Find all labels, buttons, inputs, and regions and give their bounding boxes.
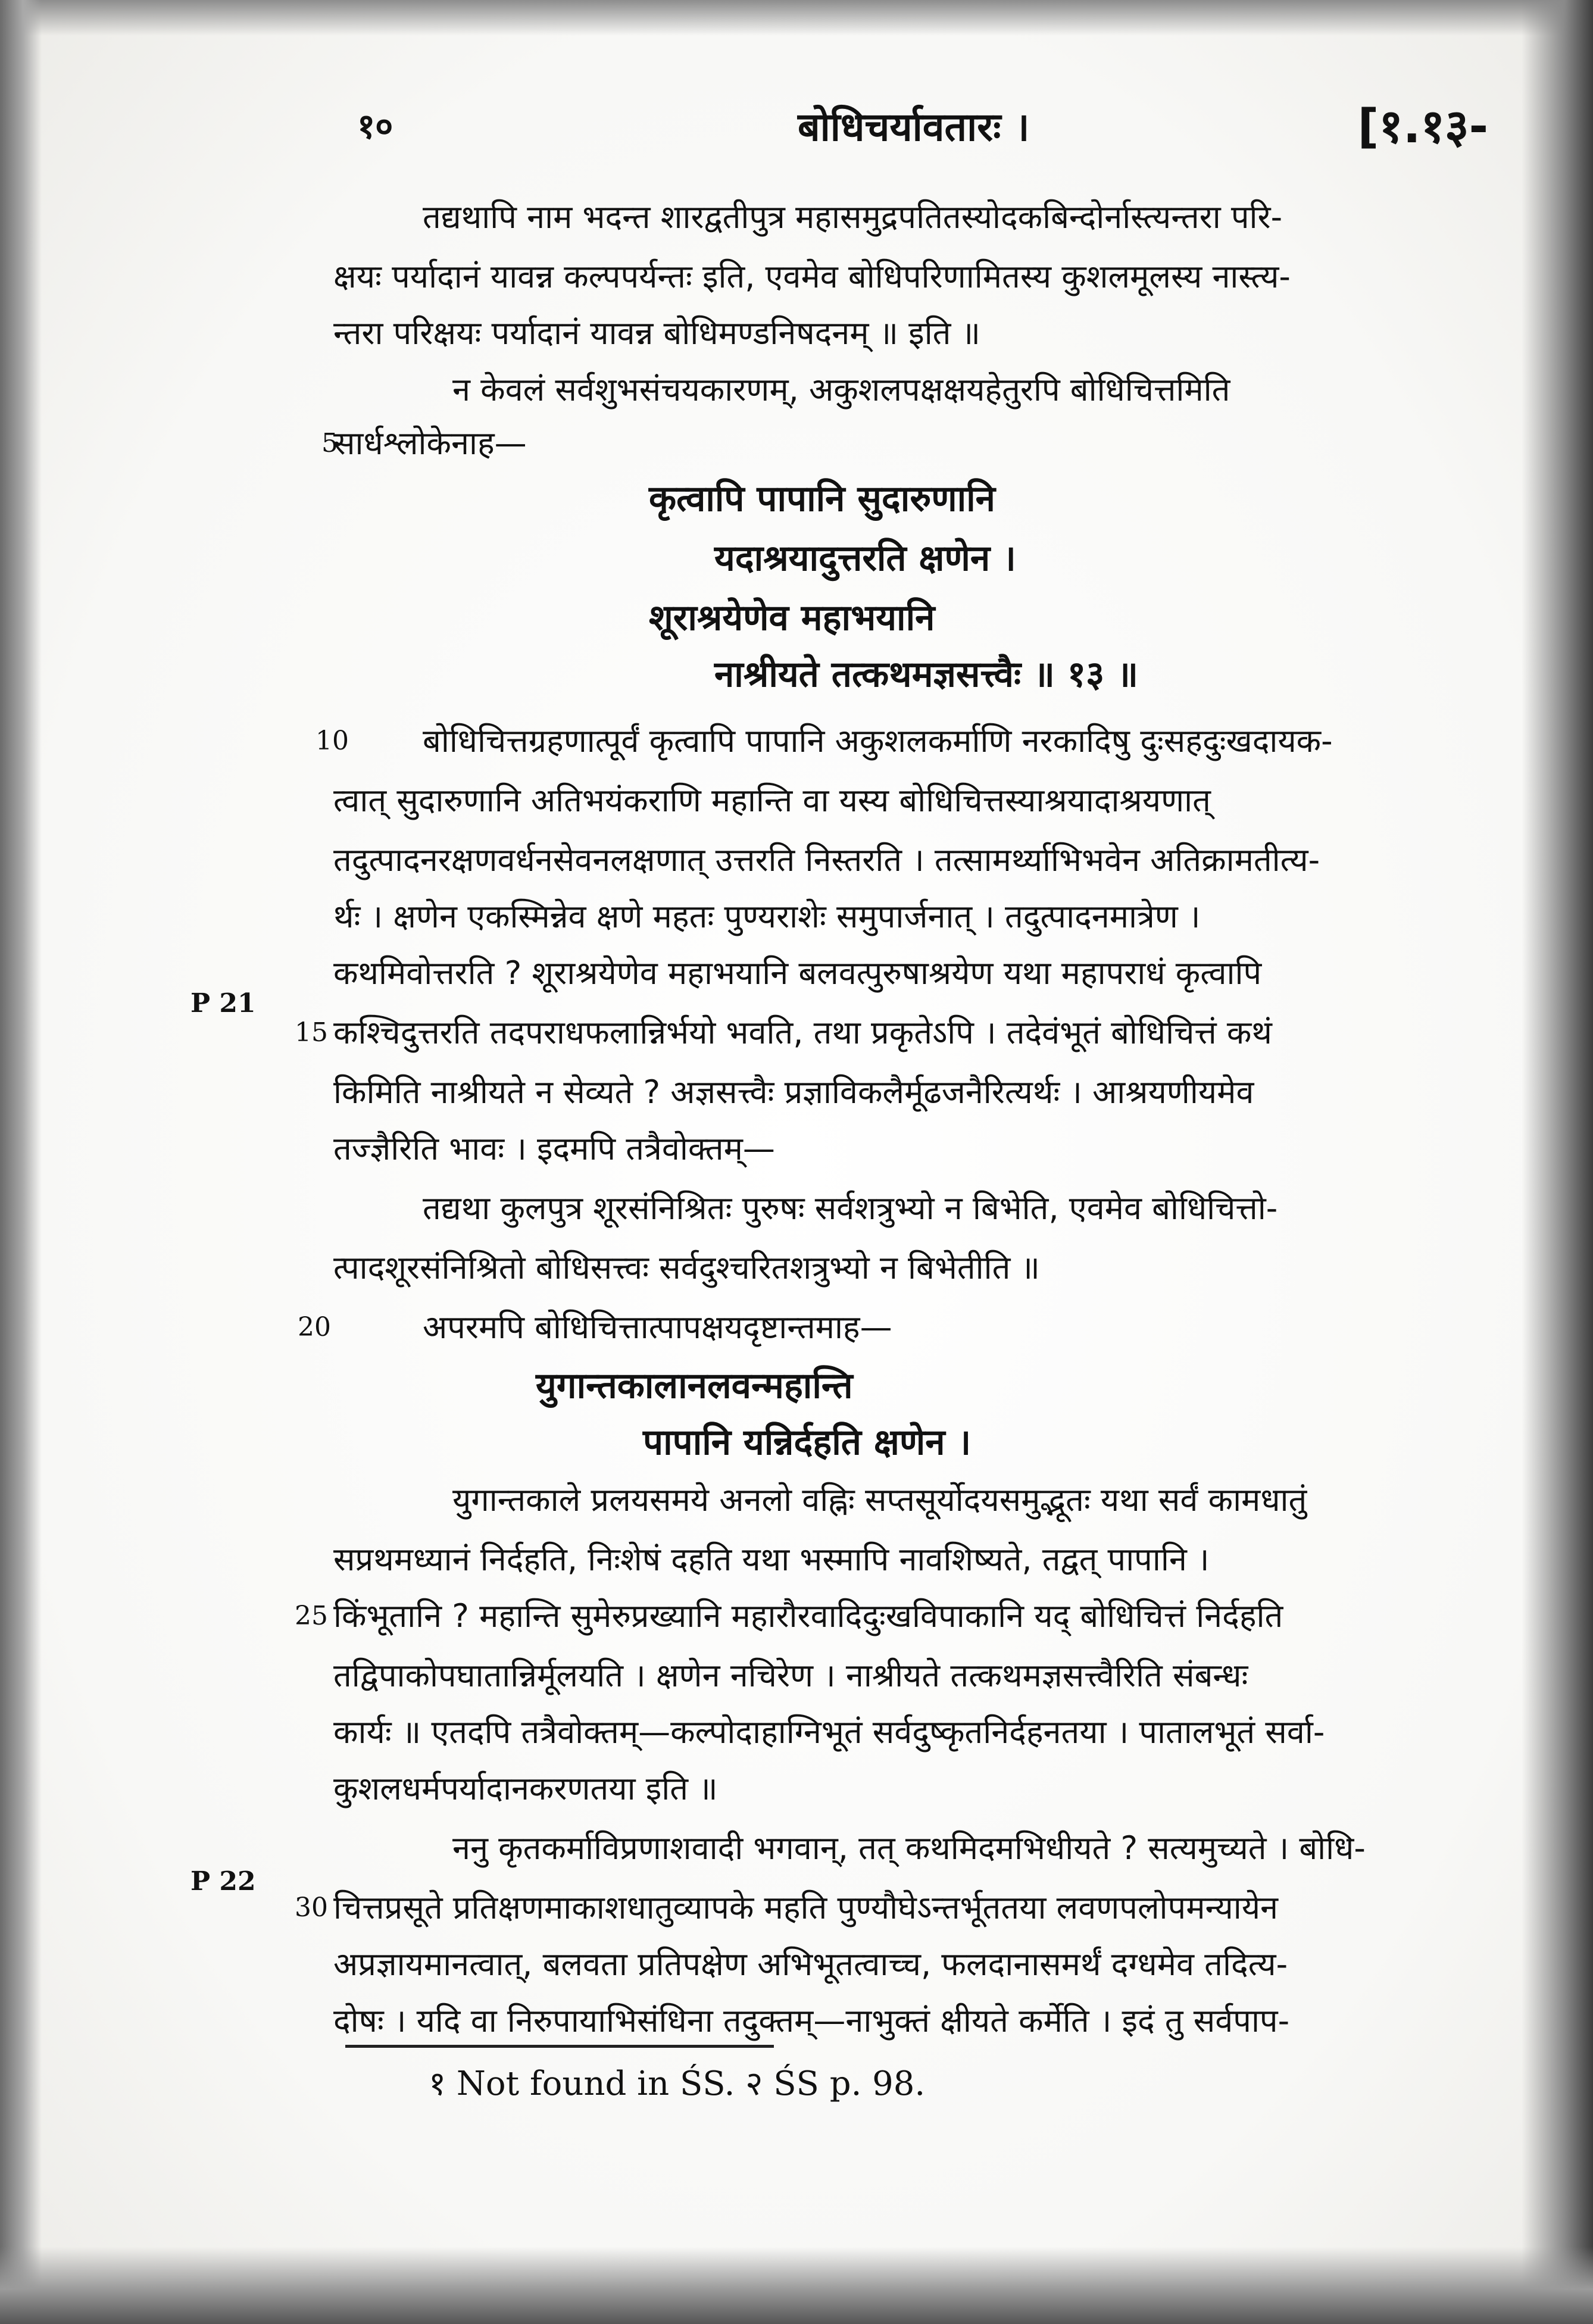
text-line-content: दोषः । यदि वा निरुपायाभिसंधिना तदुक्तम्—नाभुक्तं क्षीयते कर्मेति । इदं तु सर्वपाप-	[333, 2002, 1290, 2039]
text-line-content: सार्धश्लोकेनाह—	[333, 424, 527, 462]
verse-line: यदाश्रयादुत्तरति क्षणेन ।	[714, 538, 1016, 579]
section-reference: [१.१३-	[1357, 100, 1488, 154]
text-line-content: कुशलधर्मपर्यादानकरणतया इति ॥	[333, 1770, 718, 1807]
text-line	[333, 1649, 1476, 1703]
verse-line: पापानि यन्निर्दहति क्षणेन ।	[643, 1422, 972, 1463]
text-line	[333, 947, 1476, 1000]
text-line-content: न्तरा परिक्षयः पर्यादानं यावन्न बोधिमण्डनिषदनम् ॥ इति ॥	[333, 314, 980, 352]
text-line-content: कार्यः ॥ एतदपि तत्रैवोक्तम्—कल्पोदाहाग्निभूतं सर्वदुष्कृतनिर्दहनतया । पातालभूतं सर्वा-	[333, 1713, 1325, 1751]
text-line-content: किमिति नाश्रीयते न सेव्यते ? अज्ञसत्त्वैः प्रज्ञाविकलैर्मूढजनैरित्यर्थः । आश्रयणीयमेव	[333, 1073, 1254, 1111]
text-line	[452, 1473, 1476, 1527]
line-number: 5	[321, 428, 338, 458]
text-line-content: र्थः । क्षणेन एकस्मिन्नेव क्षणे महतः पुण्यराशेः समुपार्जनात् । तदुत्पादनमात्रेण ।	[333, 898, 1201, 935]
footnote-rule	[345, 2045, 774, 2048]
text-line-content: तद्विपाकोपघातान्निर्मूलयति । क्षणेन नचिरेण । नाश्रीयते तत्कथमज्ञसत्त्वैरिति संबन्धः	[333, 1657, 1248, 1694]
text-line	[333, 1994, 1476, 2048]
verse-line: नाश्रीयते तत्कथमज्ञसत्त्वैः ॥ १३ ॥	[714, 654, 1139, 695]
line-number: 20	[298, 1312, 331, 1342]
text-line	[333, 417, 1476, 470]
text-line-content: चित्तप्रसूते प्रतिक्षणमाकाशधातुव्यापके महति पुण्यौघेऽन्तर्भूततया लवणपलोपमन्यायेन	[333, 1889, 1279, 1926]
text-line-content: तद्यथा कुलपुत्र शूरसंनिश्रितः पुरुषः सर्वशत्रुभ्यो न बिभेति, एवमेव बोधिचित्तो-	[423, 1189, 1278, 1227]
text-line-content: कथमिवोत्तरति ? शूराश्रयेणेव महाभयानि बलवत्पुरुषाश्रयेण यथा महापराधं कृत्वापि	[333, 954, 1262, 992]
text-line-content: युगान्तकाले प्रलयसमये अनलो वह्निः सप्तसूर्योदयसमुद्भूतः यथा सर्वं कामधातुं	[452, 1481, 1307, 1519]
text-line	[333, 890, 1476, 944]
text-line	[333, 1881, 1476, 1935]
page-header	[357, 89, 1488, 155]
text-line-content: सप्रथमध्यानं निर्दहति, निःशेषं दहति यथा भस्मापि नावशिष्यते, तद्वत् पापानि ।	[333, 1541, 1210, 1578]
text-line-content: तदुत्पादनरक्षणवर्धनसेवनलक्षणात् उत्तरति निस्तरति । तत्सामर्थ्याभिभवेन अतिक्रामतीत्य-	[333, 841, 1320, 879]
text-line	[333, 1066, 1476, 1119]
text-line	[333, 1533, 1476, 1586]
text-line-content: अपरमपि बोधिचित्तात्पापक्षयदृष्टान्तमाह—	[423, 1308, 892, 1346]
text-line	[333, 774, 1476, 827]
text-line-content: बोधिचित्तग्रहणात्पूर्वं कृत्वापि पापानि अकुशलकर्माणि नरकादिषु दुःसहदुःखदायक-	[423, 722, 1333, 760]
running-title: बोधिचर्यावतारः ।	[798, 104, 1030, 150]
text-line-content: तद्यथापि नाम भदन्त शारद्वतीपुत्र महासमुद्रपतितस्योदकबिन्दोर्नास्त्यन्तरा परि-	[423, 198, 1283, 236]
text-line	[452, 1822, 1476, 1875]
line-number: 30	[295, 1892, 328, 1923]
text-line	[423, 1182, 1476, 1235]
text-line	[333, 833, 1476, 887]
text-line	[333, 1705, 1476, 1759]
text-line	[333, 250, 1476, 304]
text-line-content: अप्रज्ञायमानत्वात्, बलवता प्रतिपक्षेण अभिभूतत्वाच्च, फलदानासमर्थं दग्धमेव तदित्य-	[333, 1945, 1288, 1983]
page-number: १०	[357, 106, 393, 146]
text-line	[333, 307, 1476, 360]
text-line	[333, 1589, 1476, 1643]
text-line-content: कश्चिदुत्तरति तदपराधफलान्निर्भयो भवति, तथा प्रकृतेऽपि । तदेवंभूतं बोधिचित्तं कथं	[333, 1014, 1272, 1051]
text-line-content: क्षयः पर्यादानं यावन्न कल्पपर्यन्तः इति, एवमेव बोधिपरिणामितस्य कुशलमूलस्य नास्त्य-	[333, 258, 1291, 295]
footnote: १ Not found in ŚS. २ ŚS p. 98.	[429, 2064, 926, 2103]
line-number: 25	[295, 1601, 328, 1631]
scan-edge-right	[1522, 0, 1593, 2324]
text-line-content: न केवलं सर्वशुभसंचयकारणम्, अकुशलपक्षक्षयहेतुरपि बोधिचित्तमिति	[452, 371, 1230, 408]
line-number: 10	[316, 726, 349, 756]
verse-line: शूराश्रयेणेव महाभयानि	[649, 597, 935, 639]
scan-edge-left	[0, 0, 42, 2324]
verse-line: युगान्तकालानलवन्महान्ति	[536, 1365, 853, 1407]
text-line-content: ननु कृतकर्माविप्रणाशवादी भगवान्, तत् कथमिदमभिधीयते ? सत्यमुच्यते । बोधि-	[452, 1829, 1366, 1867]
text-line-content: किंभूतानि ? महान्ति सुमेरुप्रख्यानि महारौरवादिदुःखविपाकानि यद् बोधिचित्तं निर्दहति	[333, 1597, 1283, 1635]
margin-reference: P 22	[190, 1866, 256, 1897]
text-line-content: त्वात् सुदारुणानि अतिभयंकराणि महान्ति वा यस्य बोधिचित्तस्याश्रयादाश्रयणात्	[333, 782, 1211, 819]
text-line	[333, 1006, 1476, 1060]
text-line	[423, 714, 1476, 768]
margin-reference: P 21	[190, 988, 256, 1019]
text-line	[423, 1301, 1476, 1354]
text-line	[333, 1762, 1476, 1816]
line-number: 15	[295, 1017, 328, 1048]
text-line	[333, 1241, 1476, 1295]
verse-line: कृत्वापि पापानि सुदारुणानि	[649, 478, 995, 520]
text-line	[333, 1122, 1476, 1176]
text-line	[423, 190, 1476, 244]
text-line	[333, 1938, 1476, 1991]
scan-edge-bottom	[0, 2247, 1593, 2324]
text-line-content: त्पादशूरसंनिश्रितो बोधिसत्त्वः सर्वदुश्चरितशत्रुभ्यो न बिभेतीति ॥	[333, 1249, 1040, 1286]
text-line-content: तज्ज्ञैरिति भावः । इदमपि तत्रैवोक्तम्—	[333, 1130, 775, 1167]
scan-edge-top	[0, 0, 1593, 36]
text-line	[452, 363, 1476, 417]
